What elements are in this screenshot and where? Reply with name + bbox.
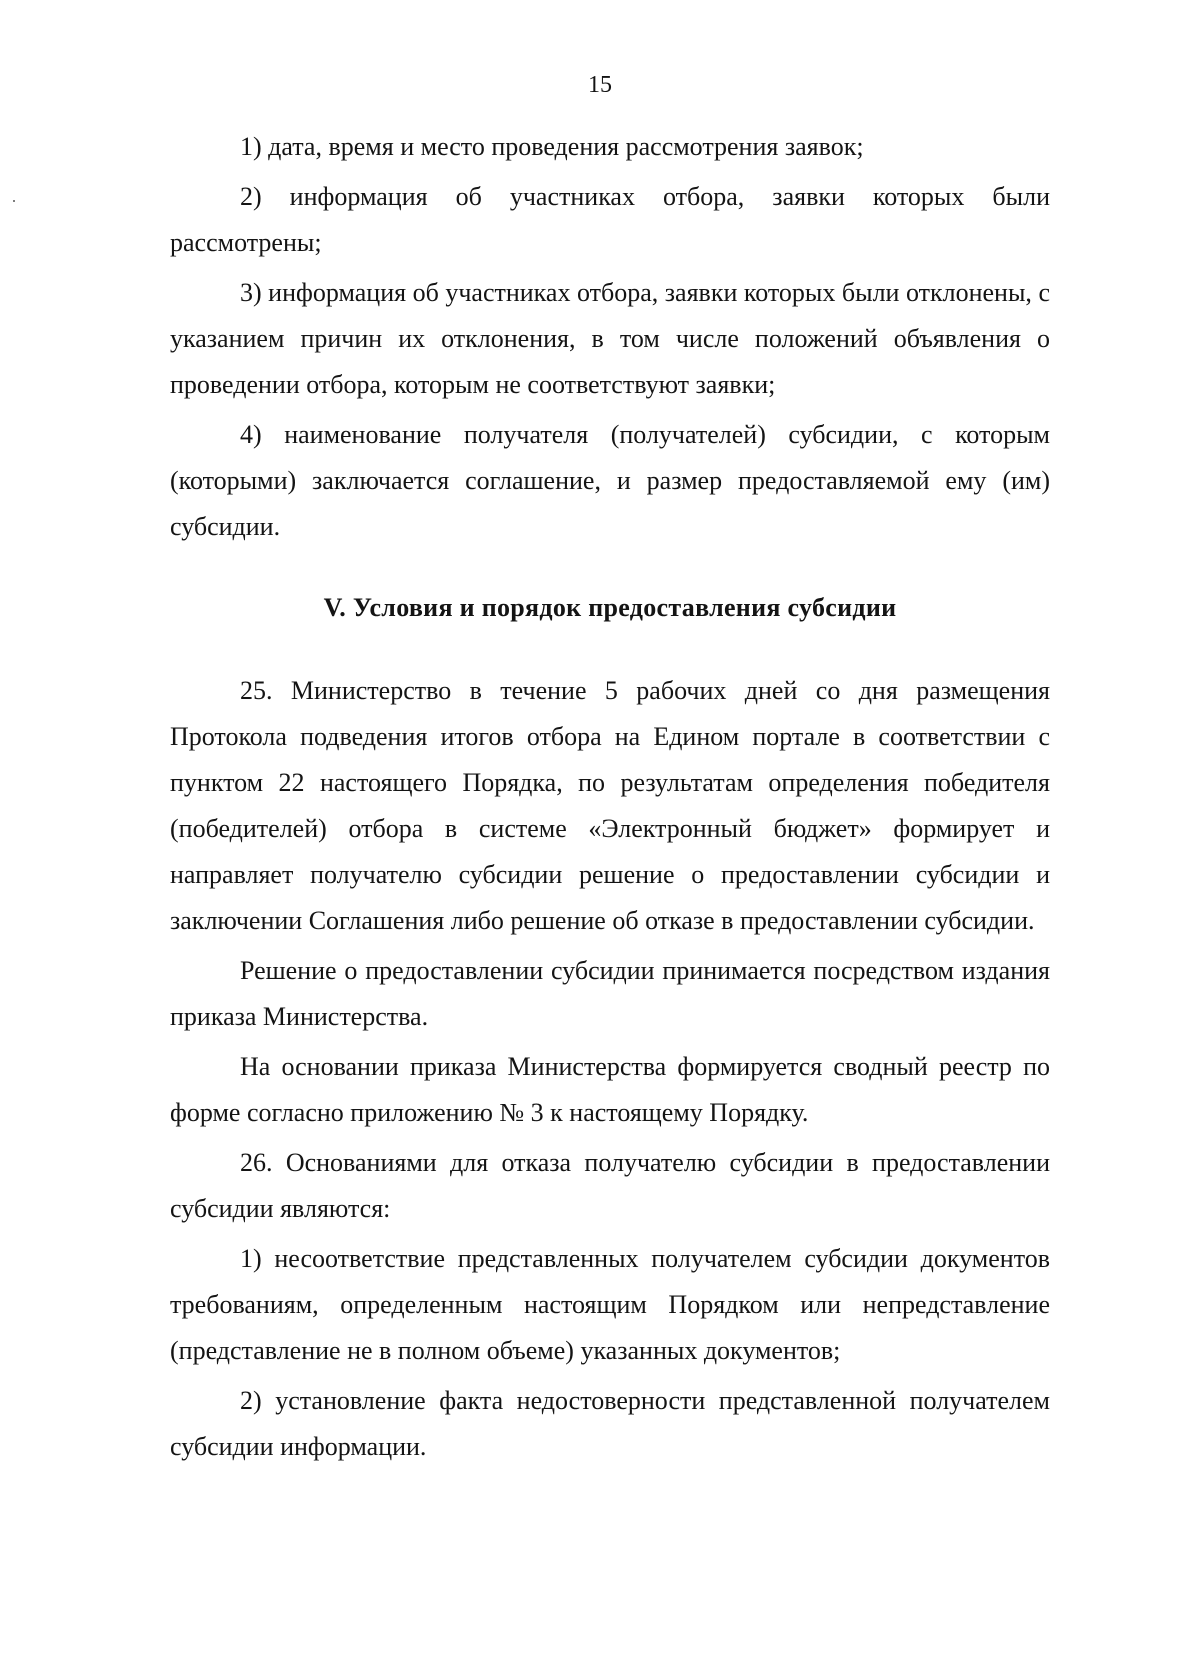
section-heading: V. Условия и порядок предоставления субсидии [323,593,897,622]
page-number: 15 [588,72,612,98]
list-item-1: 1) дата, время и место проведения рассмотрения заявок; [240,132,864,161]
clause-26-item-1: 1) несоответствие представленных получателем субсидии документов требованиям, определенным настоящим Порядком или непредставление (представление не в полном объеме) указанных документов; [170,1244,1050,1365]
clause-25-registry: На основании приказа Министерства формируется сводный реестр по форме согласно приложению № 3 к настоящему Порядку. [170,1052,1050,1127]
clause-25-decision: Решение о предоставлении субсидии принимается посредством издания приказа Министерства. [170,956,1050,1031]
clause-26-item-2: 2) установление факта недостоверности представленной получателем субсидии информации. [170,1386,1050,1461]
scan-speck [13,200,15,202]
list-item-4: 4) наименование получателя (получателей) субсидии, с которым (которыми) заключается соглашение, и размер предоставляемой ему (им) субсидии. [170,420,1050,541]
document-body [170,124,1050,1470]
list-item-3: 3) информация об участниках отбора, заявки которых были отклонены, с указанием причин их отклонения, в том числе положений объявления о проведении отбора, которым не соответствуют заявки; [170,278,1050,399]
list-item-2: 2) информация об участниках отбора, заявки которых были рассмотрены; [170,182,1050,257]
clause-25: 25. Министерство в течение 5 рабочих дней со дня размещения Протокола подведения итогов отбора на Едином портале в соответствии с пунктом 22 настоящего Порядка, по результатам определения победителя (победителей) отбора в системе «Электронный бюджет» формирует и направляет получателю субсидии решение о предоставлении субсидии и заключении Соглашения либо решение об отказе в предоставлении субсидии. [170,676,1050,935]
clause-26: 26. Основаниями для отказа получателю субсидии в предоставлении субсидии являются: [170,1148,1050,1223]
